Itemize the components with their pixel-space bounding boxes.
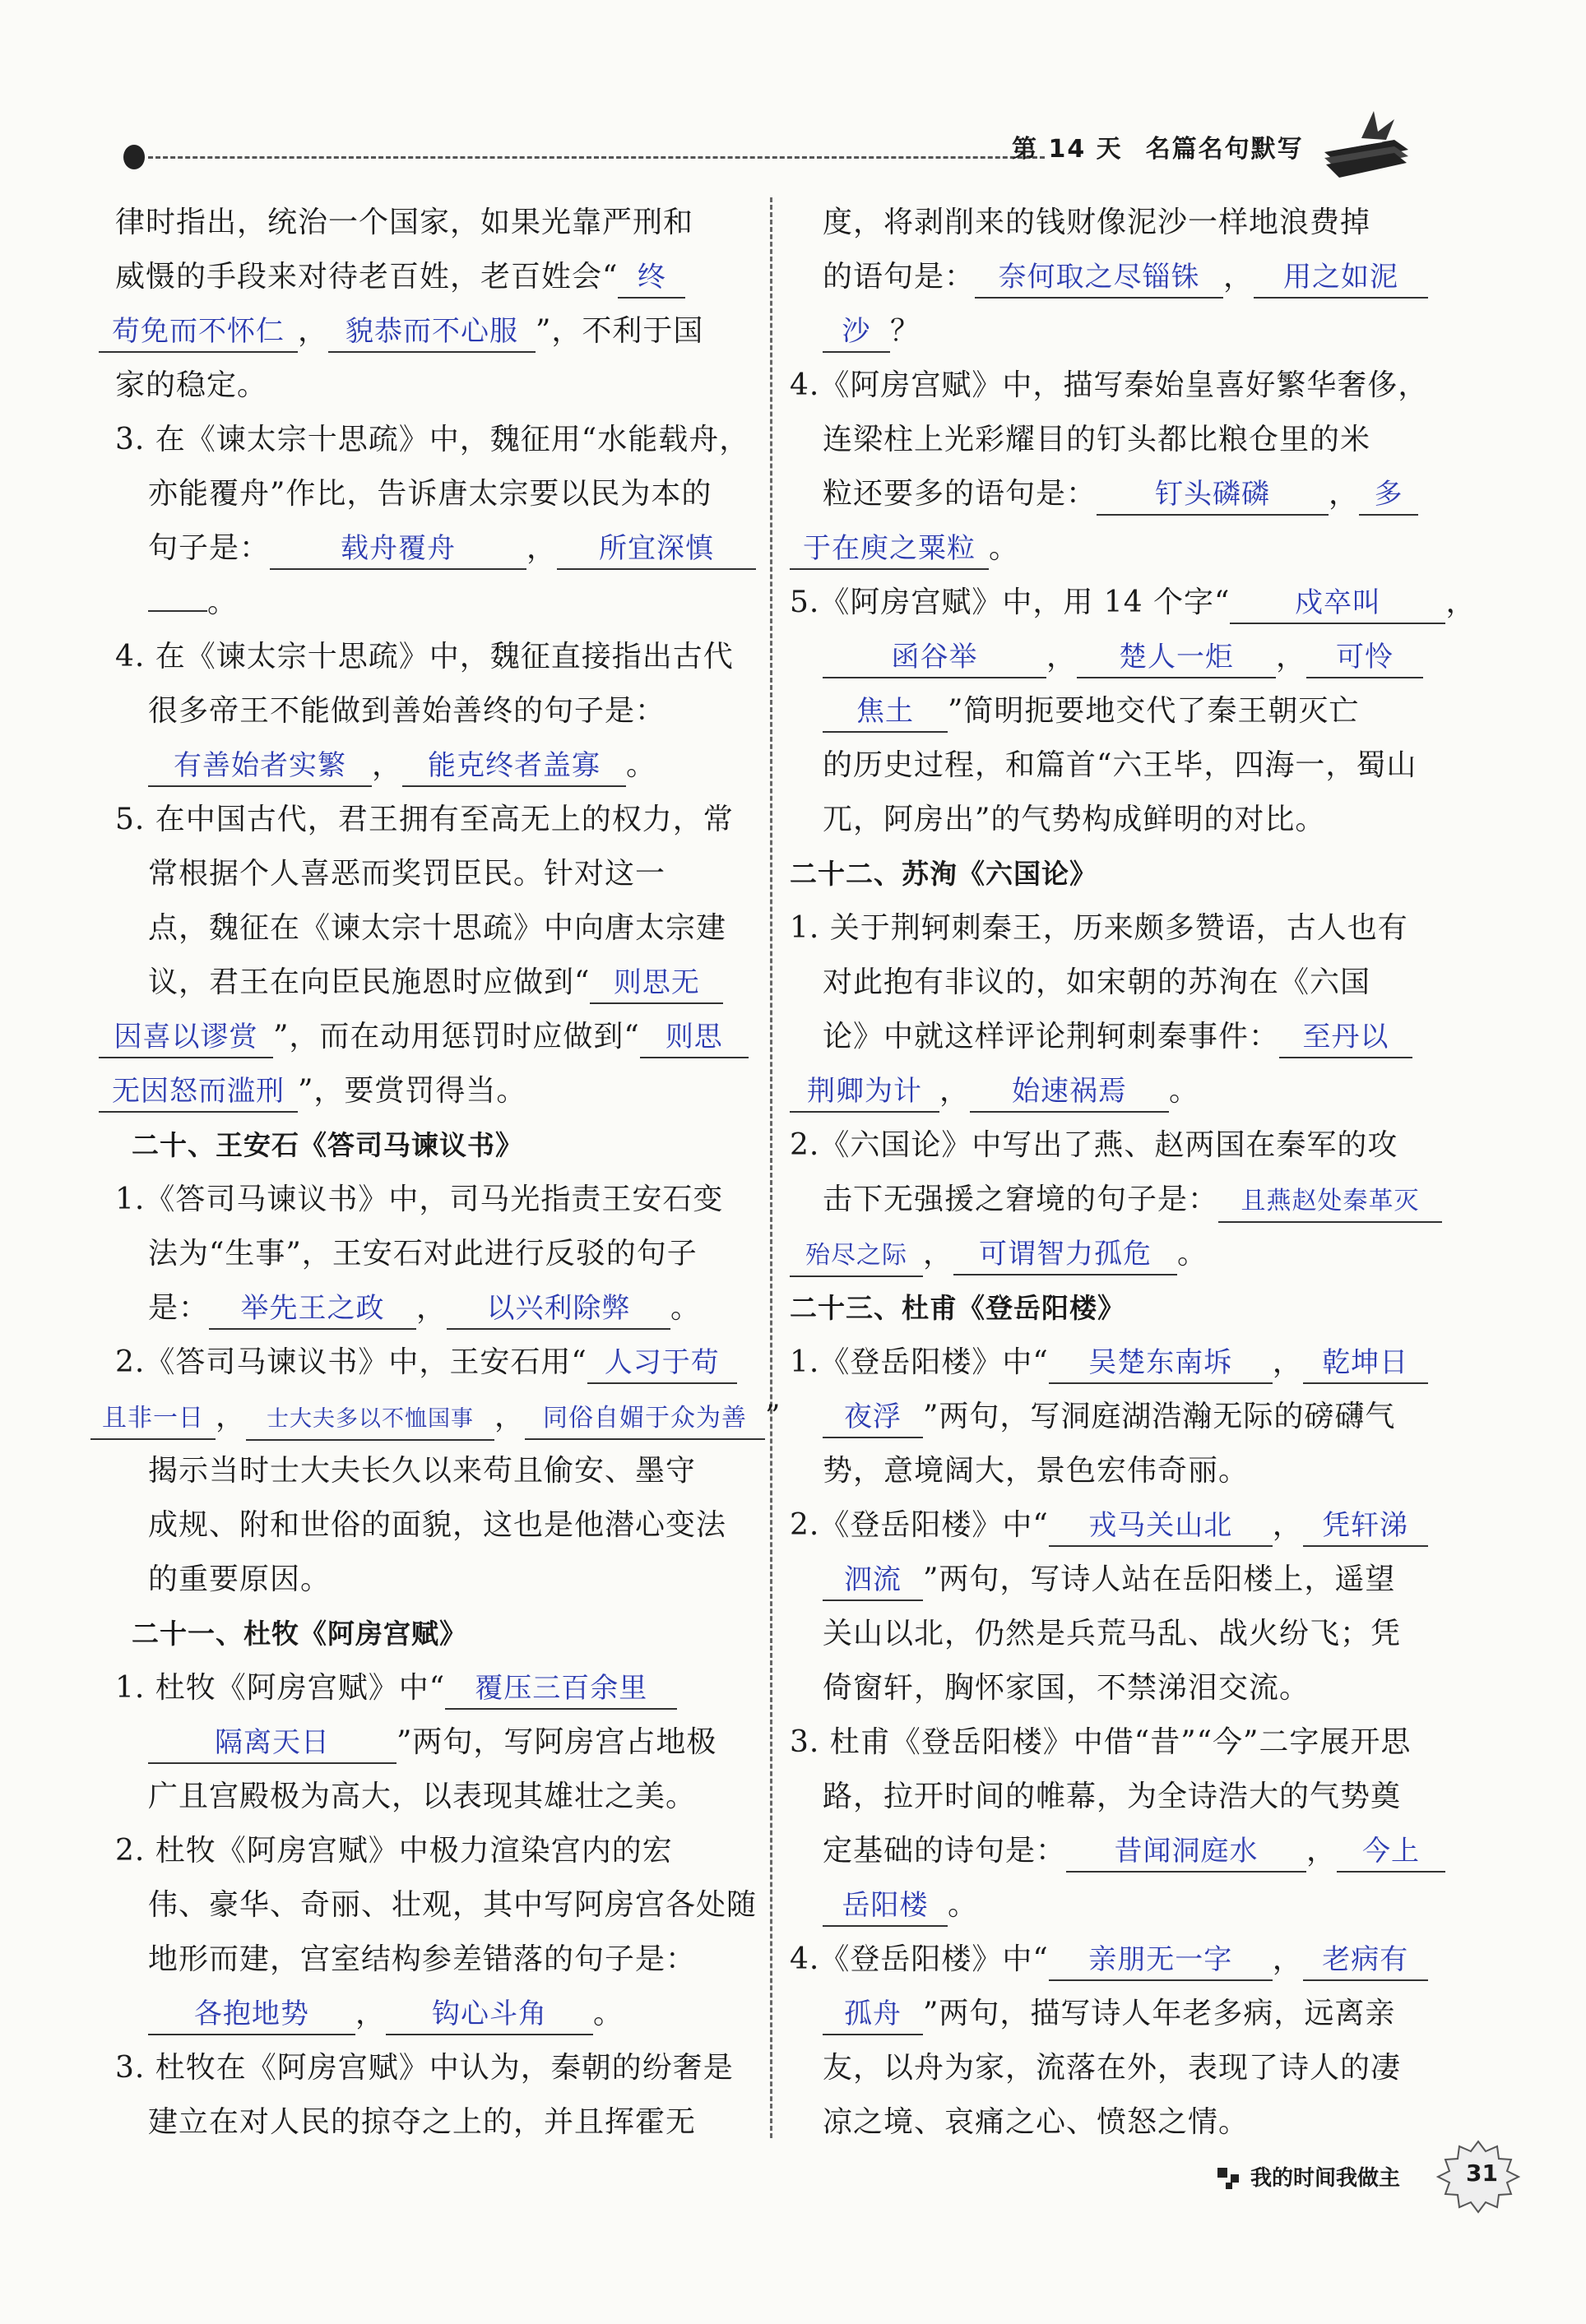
text-line: 函谷举 ， 楚人一炬 ， 可怜 xyxy=(790,630,1472,684)
text-line: 沙 ？ xyxy=(790,304,1472,359)
page-footer xyxy=(1201,2138,1547,2204)
answer-blank: 貌恭而不心服 xyxy=(328,312,536,353)
text-line: 句子是： 载舟覆舟 ， 所宜深慎 xyxy=(115,521,798,576)
answer-blank: 可怜 xyxy=(1306,637,1423,678)
answer-blank: 举先王之政 xyxy=(209,1289,416,1330)
text-line: 荆卿为计 ， 始速祸焉 。 xyxy=(790,1064,1472,1118)
answer-blank: 昔闻洞庭水 xyxy=(1066,1831,1306,1873)
answer-blank: 吴楚东南坼 xyxy=(1049,1343,1273,1384)
answer-blank: 岳阳楼 xyxy=(823,1886,948,1927)
text-line: 连梁柱上光彩耀目的钉头都比粮仓里的米 xyxy=(823,423,1371,456)
text-line: 于在庾之粟粒 。 xyxy=(790,521,1472,576)
text-line: 凉之境、哀痛之心、愤怒之情。 xyxy=(823,2105,1250,2139)
text-line: 。 xyxy=(115,576,798,630)
answer-blank: 人习于苟 xyxy=(587,1343,737,1384)
text-line: 很多帝王不能做到善始善终的句子是： xyxy=(148,694,666,728)
section-heading-21: 二十一、杜牧《阿房宫赋》 xyxy=(132,1618,467,1650)
text-line: 势，意境阔大，景色宏伟奇丽。 xyxy=(823,1454,1250,1488)
text-line: 的语句是： 奈何取之尽锱铢 ， 用之如泥 xyxy=(790,250,1472,304)
answer-blank: 沙 xyxy=(823,312,890,353)
text-line: 成规、附和世俗的面貌，这也是他潜心变法 xyxy=(148,1508,727,1542)
topic-label: 名篇名句默写 xyxy=(1145,135,1304,164)
question-2: 2. 杜牧《阿房宫赋》中极力渲染宫内的宏 xyxy=(115,1834,673,1868)
answer-blank: 至丹以 xyxy=(1279,1017,1412,1058)
decor-square-icon xyxy=(1217,2168,1227,2178)
answer-blank: 亲朋无一字 xyxy=(1049,1940,1273,1981)
text-line: 律时指出，统治一个国家，如果光靠严刑和 xyxy=(115,206,694,239)
answer-blank: 孤舟 xyxy=(823,1994,923,2035)
text-line: 度，将剥削来的钱财像泥沙一样地浪费掉 xyxy=(823,206,1371,239)
section-heading-23: 二十三、杜甫《登岳阳楼》 xyxy=(790,1292,1125,1324)
answer-blank: 奈何取之尽锱铢 xyxy=(975,257,1223,299)
answer-blank: 始速祸焉 xyxy=(970,1072,1169,1113)
answer-blank: 各抱地势 xyxy=(148,1994,355,2035)
text-line: 粒还要多的语句是： 钉头磷磷 ， 多 xyxy=(790,467,1472,521)
text-line: 广且宫殿极为高大，以表现其雄壮之美。 xyxy=(148,1780,697,1813)
answer-blank: 所宜深慎 xyxy=(557,529,756,570)
answer-blank: 以兴利除弊 xyxy=(447,1289,670,1330)
text-line: 伟、豪华、奇丽、壮观，其中写阿房宫各处随 xyxy=(148,1888,758,1922)
answer-blank: 载舟覆舟 xyxy=(270,529,526,570)
text-line: 的重要原因。 xyxy=(148,1562,332,1596)
answer-blank: 函谷举 xyxy=(823,637,1046,678)
text-line: 殆尽之际 ， 可谓智力孤危 。 xyxy=(790,1227,1472,1281)
answer-blank: 能克终者盖寡 xyxy=(402,746,626,787)
answer-blank: 隔离天日 xyxy=(148,1723,396,1764)
text-line: 亦能覆舟”作比，告诉唐太宗要以民为本的 xyxy=(148,477,712,511)
answer-blank: 泗流 xyxy=(823,1560,923,1601)
section-heading-22: 二十二、苏洵《六国论》 xyxy=(790,858,1097,890)
answer-blank: 因喜以谬赏 xyxy=(99,1017,273,1058)
question-3: 3. 在《谏太宗十思疏》中，魏征用“水能载舟， xyxy=(115,423,750,456)
text-line: 泗流 ”两句，写诗人站在岳阳楼上，遥望 xyxy=(790,1553,1472,1607)
text-line: 路，拉开时间的帷幕，为全诗浩大的气势奠 xyxy=(823,1780,1402,1813)
decor-square-icon xyxy=(1226,2183,1232,2189)
answer-blank: 戎马关山北 xyxy=(1049,1506,1273,1547)
answer-blank: 焦土 xyxy=(823,692,948,733)
text-line: 关山以北，仍然是兵荒马乱、战火纷飞；凭 xyxy=(823,1617,1402,1650)
question-1: 1. 关于荆轲刺秦王，历来颇多赞语，古人也有 xyxy=(790,911,1408,945)
answer-blank: 有善始者实繁 xyxy=(148,746,372,787)
question-4: 4.《阿房宫赋》中，描写秦始皇喜好繁华奢侈， xyxy=(790,368,1429,402)
text-line: 点，魏征在《谏太宗十思疏》中向唐太宗建 xyxy=(148,911,727,945)
footer-slogan: 我的时间我做主 xyxy=(1250,2166,1401,2191)
text-line: 友，以舟为家，流落在外，表现了诗人的凄 xyxy=(823,2051,1402,2085)
answer-blank: 夜浮 xyxy=(823,1397,923,1438)
text-line: 常根据个人喜恶而奖罚臣民。针对这一 xyxy=(148,857,666,891)
question-2: 2.《答司马谏议书》中，王安石用“ 人习于苟 xyxy=(115,1336,798,1390)
answer-blank: 凭轩涕 xyxy=(1303,1506,1428,1547)
answer-blank: 戍卒叫 xyxy=(1230,583,1445,624)
bullet-dot-icon xyxy=(123,145,145,169)
question-4: 4.《登岳阳楼》中“ 亲朋无一字 ， 老病有 xyxy=(790,1933,1472,1987)
text-line: 苟免而不怀仁 ， 貌恭而不心服 ”，不利于国 xyxy=(99,304,798,359)
page-header xyxy=(123,123,1440,181)
text-line: 法为“生事”，王安石对此进行反驳的句子 xyxy=(148,1237,698,1271)
question-4: 4. 在《谏太宗十思疏》中，魏征直接指出古代 xyxy=(115,640,734,674)
answer-blank: 老病有 xyxy=(1303,1940,1428,1981)
text-line: 揭示当时士大夫长久以来苟且偷安、墨守 xyxy=(148,1454,697,1488)
answer-blank: 士大夫多以不恤国事 xyxy=(246,1400,494,1441)
text-line: 论》中就这样评论荆轲刺秦事件： 至丹以 xyxy=(790,1010,1472,1064)
answer-blank: 乾坤日 xyxy=(1303,1343,1428,1384)
question-3: 3. 杜甫《登岳阳楼》中借“昔”“今”二字展开思 xyxy=(790,1725,1412,1759)
question-1: 1.《答司马谏议书》中，司马光指责王安石变 xyxy=(115,1183,724,1216)
text-line: 议，君王在向臣民施恩时应做到“ 则思无 xyxy=(115,956,798,1010)
answer-blank: 同俗自媚于众为善 xyxy=(525,1399,765,1440)
question-1: 1.《登岳阳楼》中“ 吴楚东南坼 ， 乾坤日 xyxy=(790,1336,1472,1390)
text-line: 各抱地势 ， 钩心斗角 。 xyxy=(115,1987,798,2041)
text-line: 无因怒而滥刑 ”，要赏罚得当。 xyxy=(99,1064,798,1118)
question-2: 2.《登岳阳楼》中“ 戎马关山北 ， 凭轩涕 xyxy=(790,1498,1472,1553)
text-line: 且非一日 ， 士大夫多以不恤国事 ， 同俗自媚于众为善 ” xyxy=(90,1390,798,1444)
text-line: 岳阳楼 。 xyxy=(790,1878,1472,1933)
answer-blank: 用之如泥 xyxy=(1254,257,1428,299)
text-line: 有善始者实繁 ， 能克终者盖寡 。 xyxy=(115,738,798,793)
text-line: 的历史过程，和篇首“六王毕，四海一，蜀山 xyxy=(823,748,1417,782)
answer-blank: 可谓智力孤危 xyxy=(953,1234,1177,1275)
question-2: 2.《六国论》中写出了燕、赵两国在秦军的攻 xyxy=(790,1128,1398,1162)
text-line: 孤舟 ”两句，描写诗人年老多病，远离亲 xyxy=(790,1987,1472,2041)
text-line: 夜浮 ”两句，写洞庭湖浩瀚无际的磅礴气 xyxy=(790,1390,1472,1444)
question-1: 1. 杜牧《阿房宫赋》中“ 覆压三百余里 xyxy=(115,1661,798,1715)
page-number: 31 xyxy=(1466,2160,1498,2187)
answer-blank: 钩心斗角 xyxy=(386,1994,593,2035)
answer-blank: 则思 xyxy=(640,1017,749,1058)
text-line: 家的稳定。 xyxy=(115,368,268,402)
answer-blank: 多 xyxy=(1359,475,1418,516)
text-line: 隔离天日 ”两句，写阿房宫占地极 xyxy=(115,1715,798,1770)
answer-blank: 荆卿为计 xyxy=(790,1072,939,1113)
answer-blank: 则思无 xyxy=(590,963,723,1004)
answer-blank xyxy=(148,610,207,612)
answer-blank: 苟免而不怀仁 xyxy=(99,312,298,353)
answer-blank: 且燕赵处秦革灭 xyxy=(1218,1182,1442,1223)
section-heading-20: 二十、王安石《答司马谏议书》 xyxy=(132,1129,523,1161)
text-line: 焦土 ”简明扼要地交代了秦王朝灭亡 xyxy=(790,684,1472,738)
books-icon xyxy=(1316,107,1415,181)
text-line: 威慑的手段来对待老百姓，老百姓会“ 终 xyxy=(115,250,798,304)
header-title xyxy=(1012,128,1327,164)
right-column xyxy=(790,196,1477,2150)
text-line: 因喜以谬赏 ”，而在动用惩罚时应做到“ 则思 xyxy=(99,1010,798,1064)
header-divider xyxy=(148,156,1045,159)
text-line: 地形而建，宫室结构参差错落的句子是： xyxy=(148,1942,697,1976)
text-line: 击下无强援之窘境的句子是： 且燕赵处秦革灭 xyxy=(790,1173,1472,1227)
decor-square-icon xyxy=(1231,2174,1239,2183)
question-3: 3. 杜牧在《阿房宫赋》中认为，秦朝的纷奢是 xyxy=(115,2051,734,2085)
text-line: 倚窗轩，胸怀家国，不禁涕泪交流。 xyxy=(823,1671,1310,1705)
text-line: 是： 举先王之政 ， 以兴利除弊 。 xyxy=(115,1281,798,1336)
answer-blank: 无因怒而滥刑 xyxy=(99,1072,298,1113)
text-line: 建立在对人民的掠夺之上的，并且挥霍无 xyxy=(148,2105,697,2139)
answer-blank: 今上 xyxy=(1337,1831,1445,1873)
answer-blank: 覆压三百余里 xyxy=(445,1669,677,1710)
answer-blank: 钉头磷磷 xyxy=(1097,475,1329,516)
answer-blank: 且非一日 xyxy=(90,1399,216,1440)
question-5: 5. 在中国古代，君王拥有至高无上的权力，常 xyxy=(115,803,734,836)
text-line: 对此抱有非议的，如宋朝的苏洵在《六国 xyxy=(823,965,1371,999)
left-column xyxy=(102,196,798,2150)
answer-blank: 楚人一炬 xyxy=(1077,637,1276,678)
answer-blank: 殆尽之际 xyxy=(790,1236,923,1277)
answer-blank: 终 xyxy=(618,257,685,299)
question-5: 5.《阿房宫赋》中，用 14 个字“ 戍卒叫 ， xyxy=(790,576,1472,630)
answer-blank: 于在庾之粟粒 xyxy=(790,529,989,570)
text-line: 兀，阿房出”的气势构成鲜明的对比。 xyxy=(823,803,1326,836)
day-label: 第 14 天 xyxy=(1012,135,1123,164)
text-line: 定基础的诗句是： 昔闻洞庭水 ， 今上 xyxy=(790,1824,1472,1878)
